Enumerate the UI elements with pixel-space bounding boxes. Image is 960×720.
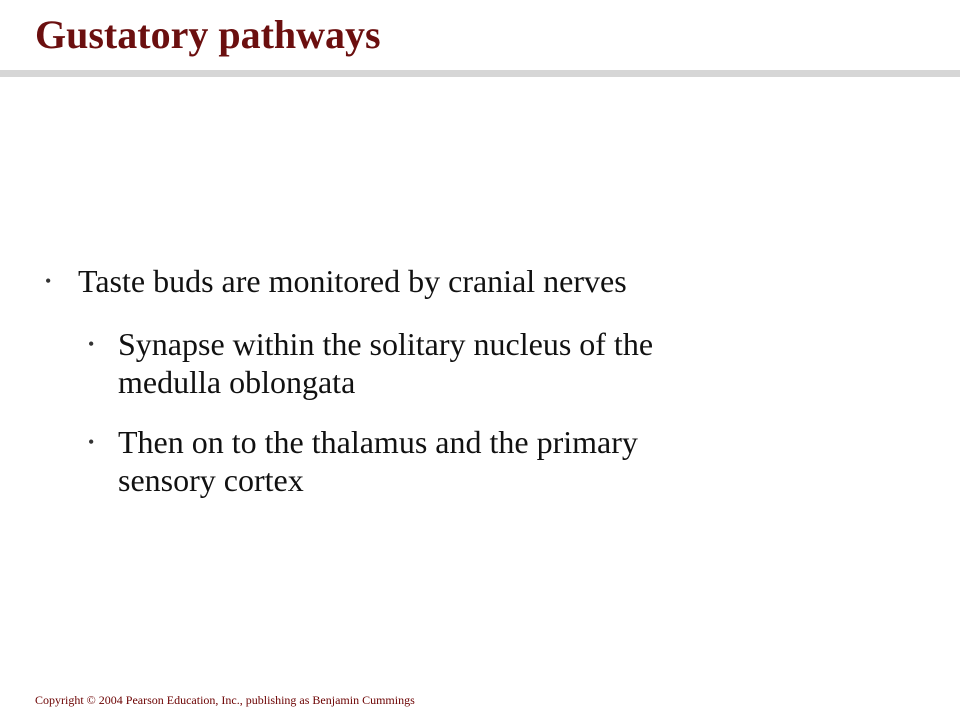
sub-bullet-text-line: sensory cortex — [118, 462, 304, 498]
sub-bullet-text-line: Then on to the thalamus and the primary — [118, 424, 638, 460]
bullet-dot: • — [45, 271, 52, 291]
copyright-notice: Copyright © 2004 Pearson Education, Inc., publishing as Benjamin Cummings — [35, 693, 415, 707]
sub-bullet-dot: • — [88, 334, 95, 354]
slide-title: Gustatory pathways — [35, 12, 381, 57]
sub-bullet-text-line: Synapse within the solitary nucleus of the — [118, 326, 654, 362]
sub-bullet-dot: • — [88, 432, 95, 452]
sub-bullet-text-line: medulla oblongata — [118, 364, 356, 400]
title-divider — [0, 70, 960, 77]
bullet-text: Taste buds are monitored by cranial nerves — [78, 263, 627, 299]
